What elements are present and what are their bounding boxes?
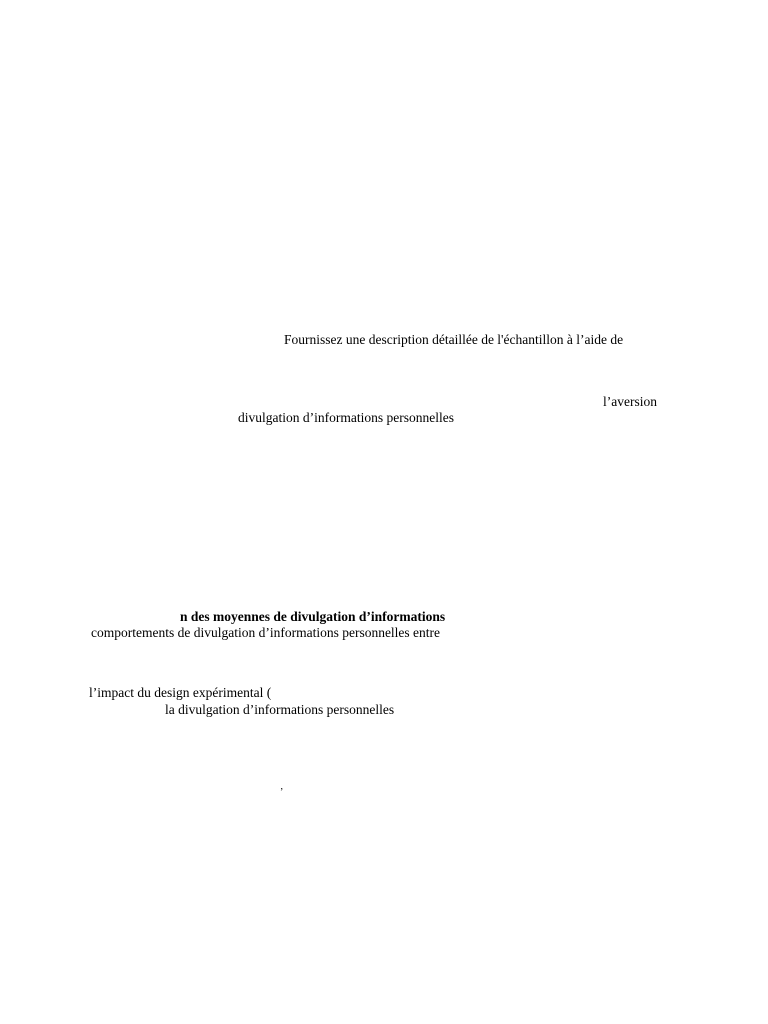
text-line-sample-description: Fournissez une description détaillée de l'échantillon à l’aide de <box>284 332 624 347</box>
text-line-personal-disclosure: la divulgation d’informations personnelles <box>165 702 395 717</box>
text-line-design-impact: l’impact du design expérimental ( <box>89 685 272 700</box>
text-line-means-heading: n des moyennes de divulgation d’informations <box>180 609 446 624</box>
text-mark-apostrophe: ’ <box>280 787 284 798</box>
text-line-aversion: l’aversion <box>603 394 657 409</box>
text-line-behaviors: comportements de divulgation d’informations personnelles entre <box>91 625 441 640</box>
text-line-disclosure: divulgation d’informations personnelles <box>238 410 454 425</box>
